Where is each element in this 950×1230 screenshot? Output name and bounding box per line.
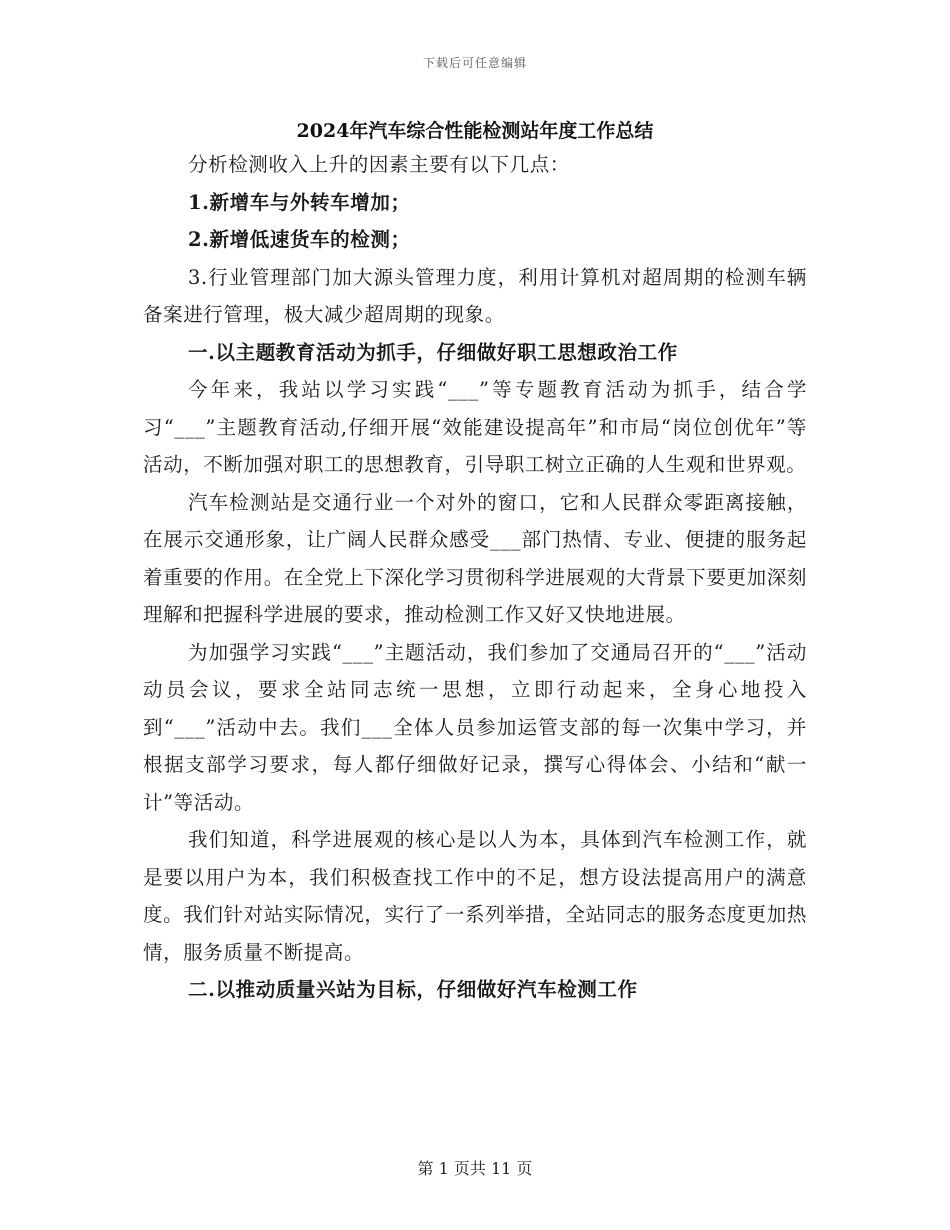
section-heading-1: 一.以主题教育活动为抓手，仔细做好职工思想政治工作 bbox=[188, 340, 678, 364]
list-item-1: 1.新增车与外转车增加； bbox=[188, 190, 411, 214]
section-heading-2: 二.以推动质量兴站为目标，仔细做好汽车检测工作 bbox=[188, 978, 638, 1001]
page-number: 第 1 页共 11 页 bbox=[417, 1159, 533, 1178]
list-item-3: 3.行业管理部门加大源头管理力度，利用计算机对超周期的检测车辆备案进行管理，极大减少超周期的现象。 bbox=[143, 265, 807, 326]
intro-paragraph: 分析检测收入上升的因素主要有以下几点： bbox=[188, 153, 570, 176]
body-paragraph: 今年来，我站以学习实践“___”等专题教育活动为抓手，结合学习“___”主题教育活动,仔细开展“效能建设提高年”和市局“岗位创优年”等活动，不断加强对职工的思想教育，引导职工树立正确的人生观和世界观。 bbox=[143, 378, 807, 476]
body-paragraph: 为加强学习实践“___”主题活动，我们参加了交通局召开的“___”活动动员会议，要求全站同志统一思想，立即行动起来，全身心地投入到“___”活动中去。我们___全体人员参加运管支部的每一次集中学习，并根据支部学习要求，每人都仔细做好记录，撰写心得体会、小结和“献一计”等活动。 bbox=[143, 640, 807, 814]
body-paragraph: 我们知道，科学进展观的核心是以人为本，具体到汽车检测工作，就是要以用户为本，我们积极查找工作中的不足，想方设法提高用户的满意度。我们针对站实际情况，实行了一系列举措，全站同志的服务态度更加热情，服务质量不断提高。 bbox=[143, 828, 807, 964]
document-title: 2024年汽车综合性能检测站年度工作总结 bbox=[296, 120, 654, 142]
body-paragraph: 汽车检测站是交通行业一个对外的窗口，它和人民群众零距离接触，在展示交通形象，让广阔人民群众感受___部门热情、专业、便捷的服务起着重要的作用。在全党上下深化学习贯彻科学进展观的大背景下要更加深刻理解和把握科学进展的要求，推动检测工作又好又快地进展。 bbox=[143, 490, 807, 626]
document-body bbox=[143, 146, 807, 1009]
header-note: 下载后可任意编辑 bbox=[422, 56, 527, 70]
list-item-2: 2.新增低速货车的检测； bbox=[188, 228, 411, 251]
